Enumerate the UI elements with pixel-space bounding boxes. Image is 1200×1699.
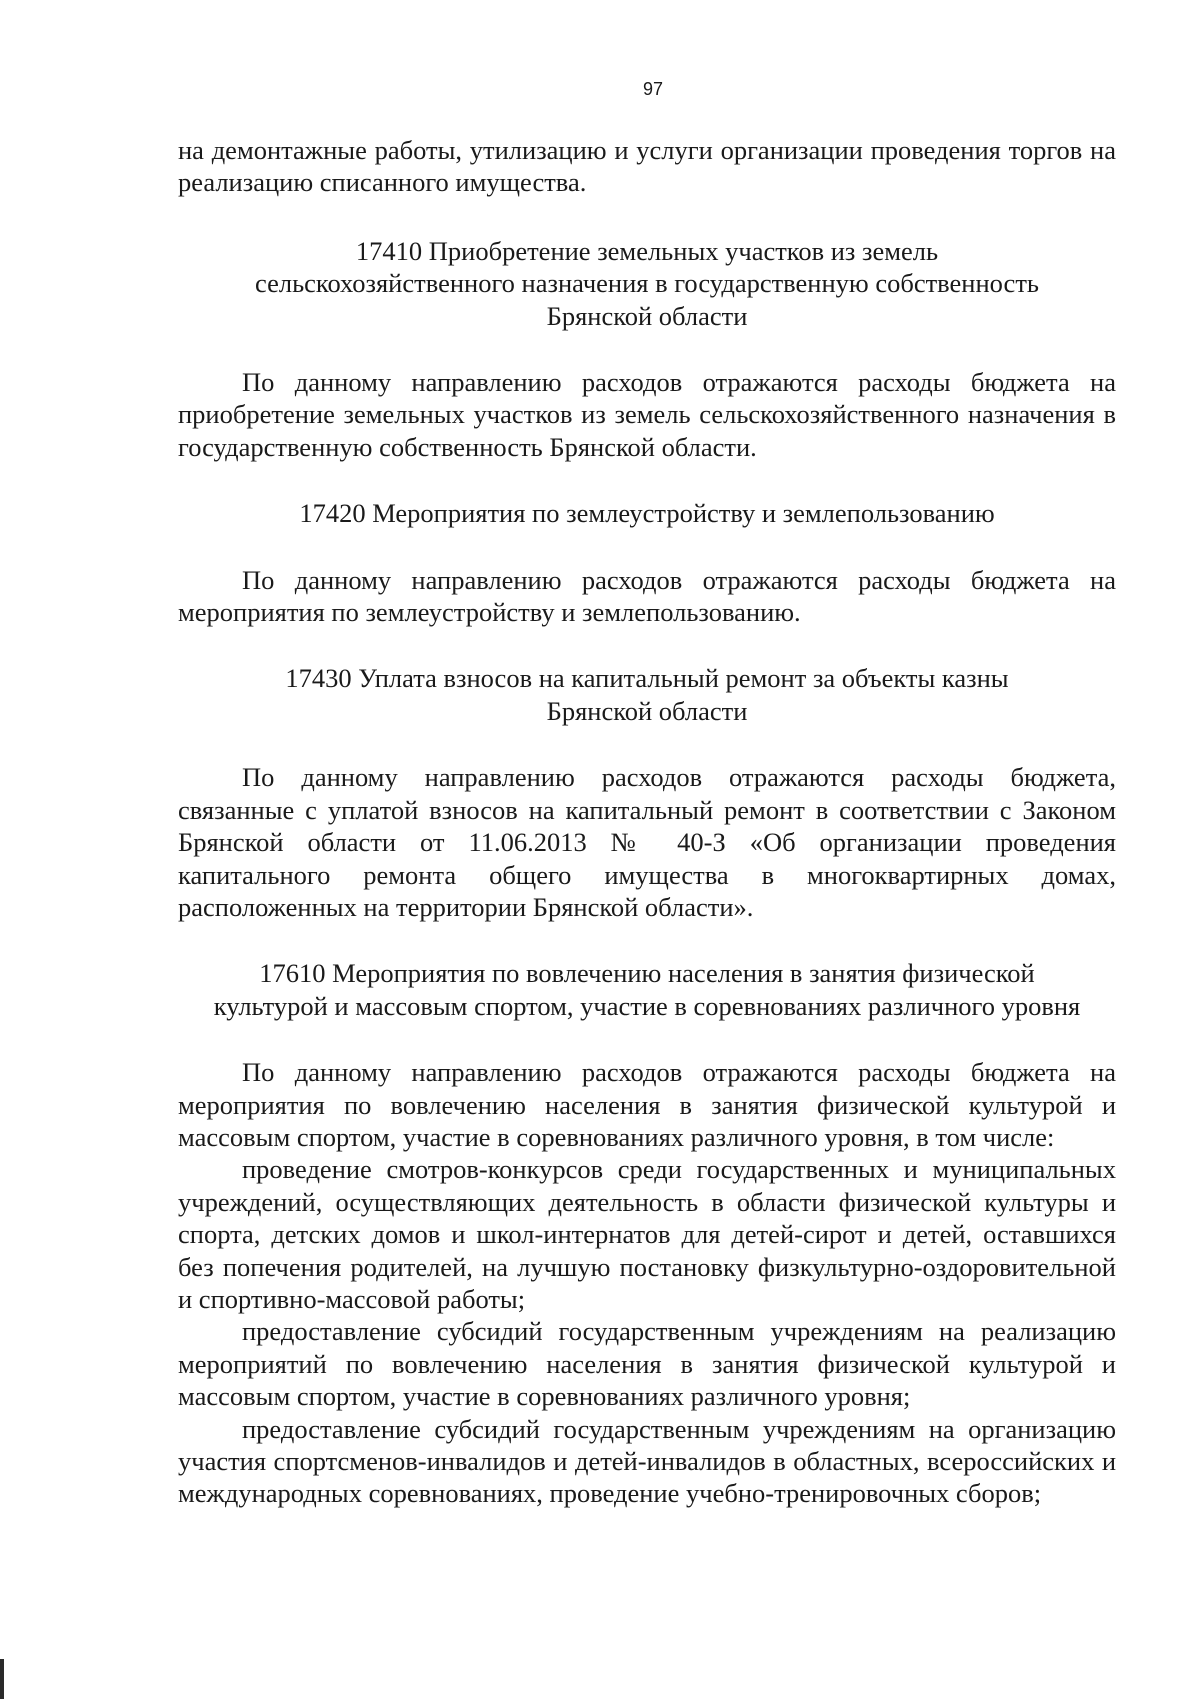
section-heading-17420: [178, 497, 1116, 529]
heading-line: 17410 Приобретение земельных участков из земель: [355, 235, 939, 266]
section-heading-17610: [178, 957, 1116, 1022]
heading-line: 17610 Мероприятия по вовлечению населения в занятия физической: [259, 958, 1035, 989]
section-paragraph: По данному направлению расходов отражаются расходы бюджета, связанные с уплатой взносов на капитальный ремонт в соответствии с Законом Брянской области от 11.06.2013 № 40-З «Об организации проведения капитального ремонта общего имущества в многоквартирных домах, расположенных на территории Брянской области».: [178, 762, 1116, 922]
section-heading-17430: [178, 662, 1116, 727]
heading-line: сельскохозяйственного назначения в государственную собственность: [255, 268, 1039, 299]
section-heading-17410: [178, 235, 1116, 332]
section-paragraph: По данному направлению расходов отражаются расходы бюджета на мероприятия по землеустройству и землепользованию.: [178, 564, 1116, 628]
section-paragraph: По данному направлению расходов отражаются расходы бюджета на мероприятия по вовлечению населения в занятия физической культурой и массовым спортом, участие в соревнованиях различного уровня, в том числе:: [178, 1057, 1116, 1152]
heading-line: Брянской области: [546, 695, 748, 726]
heading-line: 17430 Уплата взносов на капитальный ремонт за объекты казны: [285, 663, 1009, 694]
section-paragraph: По данному направлению расходов отражаются расходы бюджета на приобретение земельных участков из земель сельскохозяйственного назначения в государственную собственность Брянской области.: [178, 367, 1116, 462]
list-item: предоставление субсидий государственным учреждениям на организацию участия спортсменов-инвалидов и детей-инвалидов в областных, всероссийских и международных соревнованиях, проведение учебно-тренировочных сборов;: [178, 1413, 1116, 1509]
heading-line: Брянской области: [546, 300, 748, 331]
scan-edge-mark: [0, 1659, 4, 1699]
list-item: предоставление субсидий государственным учреждениям на реализацию мероприятий по вовлечению населения в занятия физической культурой и массовым спортом, участие в соревнованиях различного уровня;: [178, 1316, 1116, 1412]
heading-line: культурой и массовым спортом, участие в соревнованиях различного уровня: [213, 990, 1081, 1021]
heading-line: 17420 Мероприятия по землеустройству и землепользованию: [299, 498, 995, 529]
intro-paragraph: на демонтажные работы, утилизацию и услуги организации проведения торгов на реализацию списанного имущества.: [178, 135, 1116, 198]
list-item: проведение смотров-конкурсов среди государственных и муниципальных учреждений, осуществляющих деятельность в области физической культуры и спорта, детских домов и школ-интернатов для детей-сирот и детей, оставшихся без попечения родителей, на лучшую постановку физкультурно-оздоровительной и спортивно-массовой работы;: [178, 1154, 1116, 1314]
page-number: 97: [642, 79, 664, 99]
